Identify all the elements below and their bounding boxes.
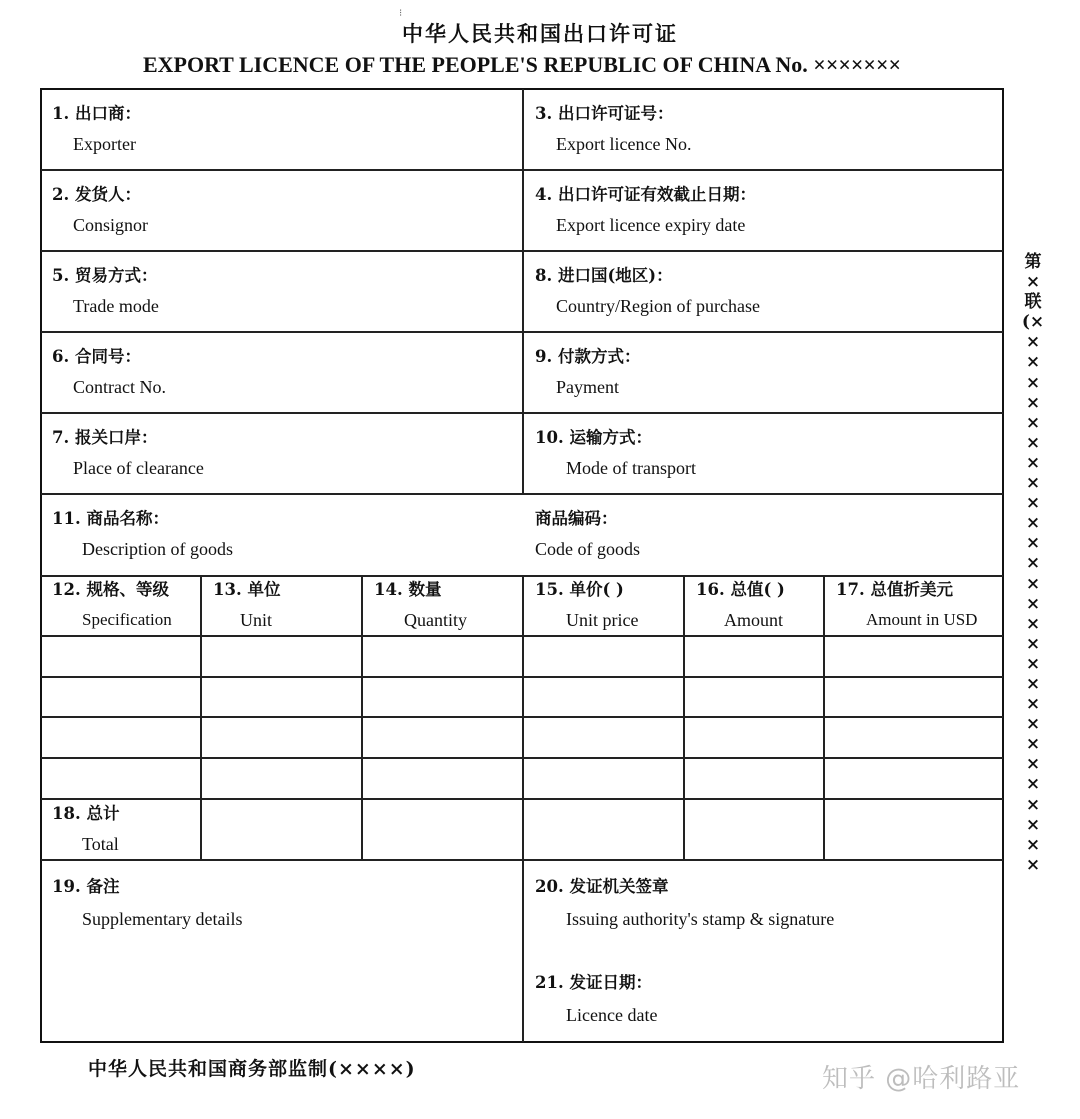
watermark: 知乎 @哈利路亚 — [822, 1064, 1021, 1094]
column-label-cn: 14. 数量 — [374, 580, 442, 599]
column-label-en: Specification — [82, 610, 172, 629]
field-licence-date — [535, 973, 657, 1026]
column-label-cn: 13. 单位 — [213, 580, 281, 599]
column-divider — [823, 575, 825, 860]
field-label-en: Export licence No. — [556, 134, 692, 154]
field-label-cn: 6. 合同号： — [52, 347, 141, 366]
form-footer: 中华人民共和国商务部监制(××××) — [88, 1058, 416, 1080]
field-label-cn: 商品编码： — [535, 509, 618, 528]
field-label-cn: 8. 进口国(地区)： — [535, 266, 673, 285]
column-label-en: Amount — [724, 610, 784, 630]
field-label-cn: 7. 报关口岸： — [52, 428, 158, 447]
column-label-en: Unit price — [566, 610, 639, 630]
field-contract-no — [52, 347, 166, 398]
field-code-of-goods — [535, 509, 640, 560]
column-label-en: Quantity — [404, 610, 467, 630]
field-label-cn: 9. 付款方式： — [535, 347, 641, 366]
field-label-cn: 11. 商品名称： — [52, 509, 169, 528]
field-label-en: Licence date — [566, 1005, 658, 1025]
total-label-cn: 18. 总计 — [52, 804, 120, 823]
column-header-unit-price — [535, 580, 638, 631]
field-supplementary-details — [52, 877, 242, 930]
field-label-cn: 4. 出口许可证有效截止日期： — [535, 185, 756, 204]
field-place-of-clearance — [52, 428, 204, 479]
field-label-cn: 21. 发证日期： — [535, 973, 652, 992]
form-title-chinese: 中华人民共和国出口许可证 — [402, 21, 678, 46]
field-label-en: Mode of transport — [566, 458, 696, 478]
field-label-en: Export licence expiry date — [556, 215, 746, 235]
field-label-cn: 20. 发证机关签章 — [535, 877, 669, 896]
column-header-amount — [696, 580, 785, 631]
field-country-of-purchase — [535, 266, 760, 317]
field-label-en: Consignor — [73, 215, 149, 235]
column-header-specification — [52, 580, 172, 631]
field-label-en: Description of goods — [82, 539, 233, 559]
field-label-en: Code of goods — [535, 539, 640, 559]
column-divider — [683, 575, 685, 860]
column-label-cn: 12. 规格、等级 — [52, 580, 169, 599]
field-label-en: Issuing authority's stamp & signature — [566, 909, 835, 929]
field-label-en: Place of clearance — [73, 458, 204, 478]
field-consignor — [52, 185, 148, 236]
field-trade-mode — [52, 266, 159, 317]
field-label-en: Contract No. — [73, 377, 166, 397]
column-label-cn: 15. 单价( ) — [535, 580, 624, 599]
field-label-cn: 1. 出口商： — [52, 104, 141, 123]
field-label-cn: 2. 发货人： — [52, 185, 141, 204]
field-mode-of-transport — [535, 428, 696, 479]
column-divider — [522, 575, 524, 1042]
column-label-cn: 17. 总值折美元 — [836, 580, 953, 599]
field-licence-no — [535, 104, 691, 155]
scan-mark: ⁝ — [399, 8, 403, 19]
field-issuing-authority-stamp — [535, 877, 834, 930]
field-label-cn: 10. 运输方式： — [535, 428, 652, 447]
total-row-label — [52, 804, 119, 855]
column-divider — [361, 575, 363, 860]
column-header-amount-usd — [836, 580, 977, 631]
total-label-en: Total — [82, 834, 119, 854]
column-label-en: Amount in USD — [866, 610, 978, 629]
form-title-english: EXPORT LICENCE OF THE PEOPLE'S REPUBLIC OF CHINA No. ××××××× — [142, 52, 902, 77]
column-header-unit — [213, 580, 280, 631]
field-label-cn: 5. 贸易方式： — [52, 266, 158, 285]
column-divider — [200, 575, 202, 860]
column-header-quantity — [374, 580, 467, 631]
field-label-en: Trade mode — [73, 296, 159, 316]
column-label-en: Unit — [240, 610, 273, 630]
field-label-cn: 19. 备注 — [52, 877, 120, 896]
field-label-en: Supplementary details — [82, 909, 243, 929]
field-description-of-goods — [52, 509, 233, 560]
field-payment — [535, 347, 640, 398]
column-label-cn: 16. 总值( ) — [696, 580, 785, 599]
column-divider — [522, 89, 524, 495]
field-label-en: Payment — [556, 377, 619, 397]
field-label-en: Country/Region of purchase — [556, 296, 760, 316]
copy-number-side-note: 第×联(×××××××××××××××××××××××××××× — [1021, 252, 1045, 875]
field-label-cn: 3. 出口许可证号： — [535, 104, 674, 123]
field-label-en: Exporter — [73, 134, 136, 154]
field-exporter — [52, 104, 141, 155]
field-expiry-date — [535, 185, 756, 236]
